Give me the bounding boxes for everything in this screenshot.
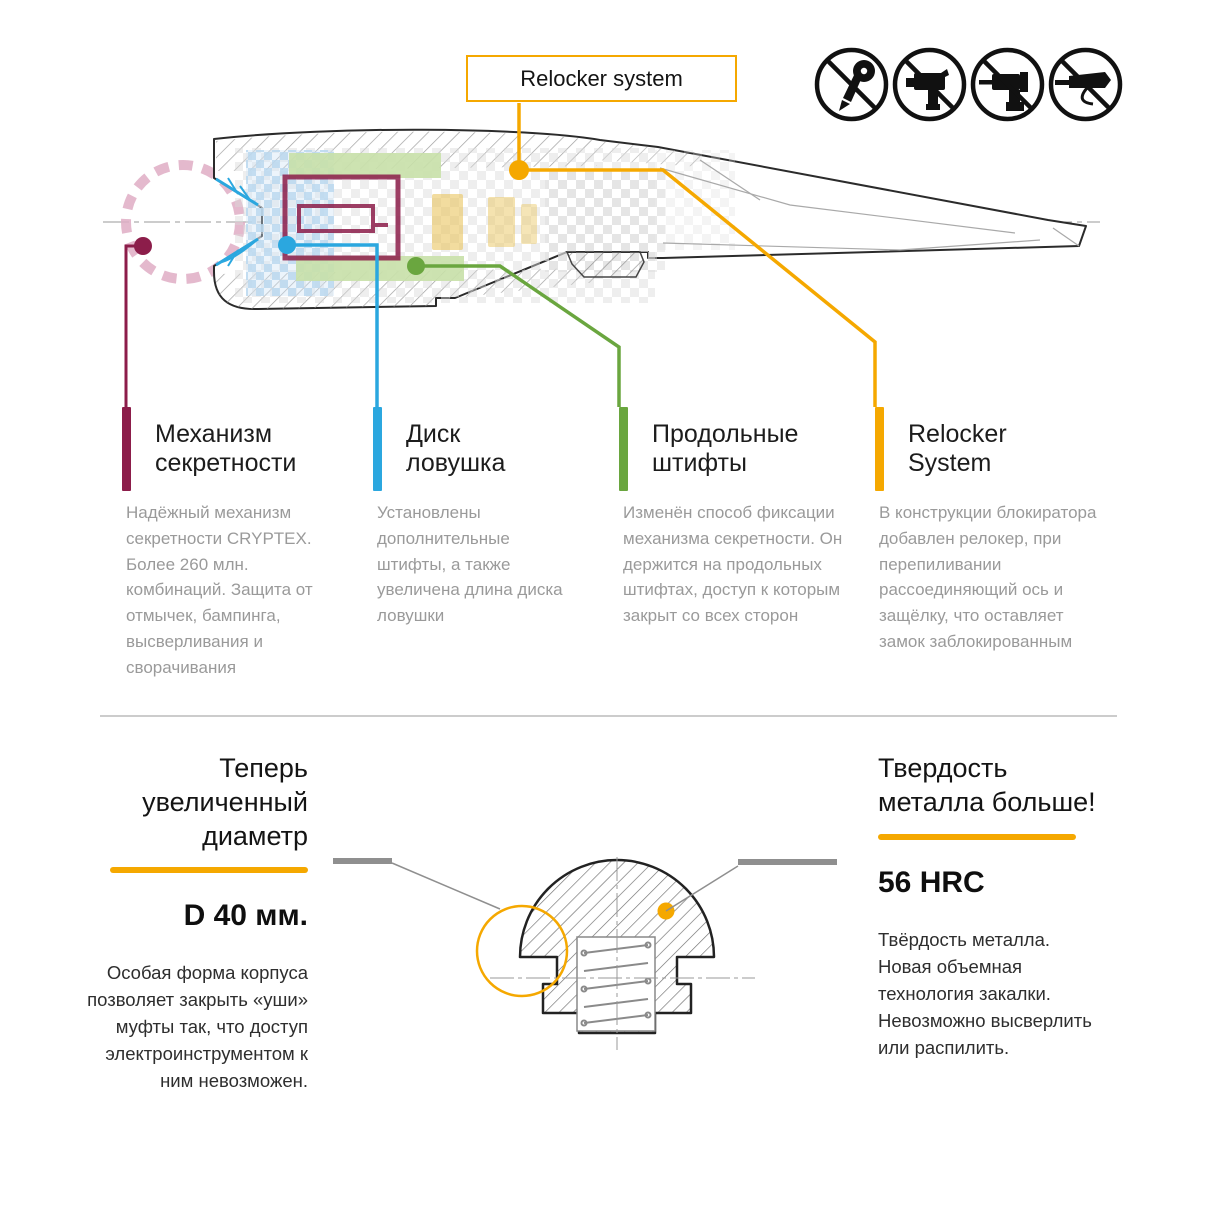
internal-part	[488, 197, 515, 247]
no-drill-icon	[891, 46, 968, 123]
pin-cross-section-diagram	[330, 845, 850, 1073]
hardness-value: 56 HRC	[878, 865, 985, 899]
accent-underline	[878, 834, 1076, 840]
no-reciprocating-saw-icon	[1047, 46, 1124, 123]
diameter-value: D 40 мм.	[183, 899, 308, 933]
feature-relocker-system	[875, 407, 1103, 655]
accent-underline	[110, 867, 308, 873]
internal-part	[432, 194, 463, 250]
prohibition-icons	[813, 46, 1124, 123]
feature-title: Продольные штифты	[652, 420, 799, 477]
feature-description: Надёжный механизм секретности CRYPTEX. Более 260 млн. комбинаций. Защита от отмычек, бампинга, высверливания и сворачивания	[126, 503, 313, 677]
feature-title: Relocker System	[908, 420, 1007, 477]
relocker-callout-box	[466, 55, 737, 102]
feature-color-bar	[619, 407, 628, 491]
feature-color-bar	[373, 407, 382, 491]
hardness-heading: Твердость металла больше!	[878, 753, 1096, 817]
section-divider	[100, 715, 1117, 717]
feature-title: Механизм секретности	[155, 420, 297, 477]
hardness-description: Твёрдость металла. Новая объемная технология закалки. Невозможно высверлить или распилить.	[878, 928, 1092, 1058]
longitudinal-pins-top	[289, 153, 441, 178]
feature-longitudinal-pins	[619, 407, 849, 629]
feature-description: Установлены дополнительные штифты, а также увеличена длина диска ловушки	[377, 503, 563, 626]
pins-point-dot	[407, 257, 425, 275]
relocker-callout-label: Relocker system	[520, 65, 683, 91]
no-die-grinder-icon	[813, 46, 890, 123]
mosaic-blur	[655, 150, 735, 250]
internal-part	[521, 204, 537, 244]
no-hammer-drill-icon	[969, 46, 1046, 123]
feature-color-bar	[875, 407, 884, 491]
relocker-point-dot	[509, 160, 529, 180]
disc-trap-point-dot	[278, 236, 296, 254]
diameter-description: Особая форма корпуса позволяет закрыть «уши» муфты так, что доступ электроинструментом к ним невозможен.	[87, 962, 308, 1092]
secrecy-point-dot	[134, 237, 152, 255]
diameter-block	[80, 752, 308, 1094]
feature-title: Диск ловушка	[406, 420, 506, 477]
feature-disc-trap	[373, 407, 578, 629]
hardness-block	[878, 752, 1098, 1061]
feature-description: В конструкции блокиратора добавлен релокер, при перепиливании рассоединяющий ось и защёлку, что оставляет замок заблокированным	[879, 503, 1097, 652]
feature-description: Изменён способ фиксации механизма секретности. Он держится на продольных штифтах, доступ к которым закрыт со всех сторон	[623, 503, 843, 626]
diameter-heading: Теперь увеличенный диаметр	[142, 753, 308, 851]
feature-color-bar	[122, 407, 131, 491]
feature-secrecy-mechanism	[122, 407, 327, 681]
